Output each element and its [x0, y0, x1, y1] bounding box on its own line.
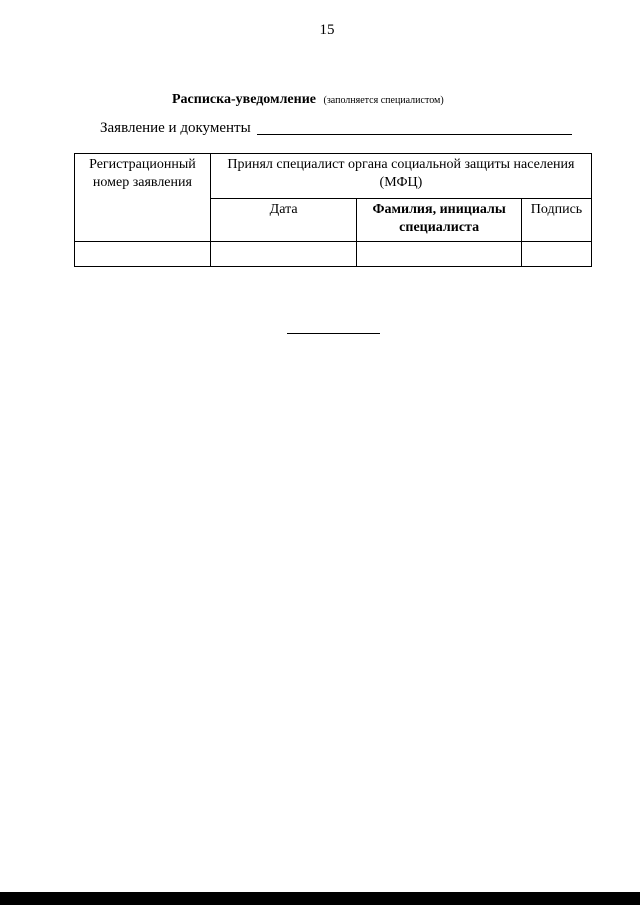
document-title	[172, 92, 444, 108]
separator-line	[287, 333, 380, 334]
receipt-table	[74, 153, 592, 267]
statement-label: Заявление и документы	[100, 120, 251, 136]
signature-header: Подпись	[521, 199, 591, 242]
title-main: Расписка-уведомление	[172, 92, 316, 107]
date-cell[interactable]	[210, 242, 357, 267]
title-note: (заполняется специалистом)	[323, 95, 444, 106]
name-header: Фамилия, инициалы специалиста	[357, 199, 522, 242]
statement-fill-line	[257, 134, 572, 135]
reg-number-header: Регистрационный номер заявления	[75, 154, 211, 242]
page-number: 15	[319, 22, 335, 38]
date-header: Дата	[210, 199, 357, 242]
reg-number-cell[interactable]	[75, 242, 211, 267]
scan-edge-bar	[0, 892, 640, 905]
table-header-row	[75, 154, 592, 199]
name-cell[interactable]	[357, 242, 522, 267]
signature-cell[interactable]	[521, 242, 591, 267]
accepted-header: Принял специалист органа социальной защиты населения (МФЦ)	[210, 154, 591, 199]
table-row	[75, 242, 592, 267]
